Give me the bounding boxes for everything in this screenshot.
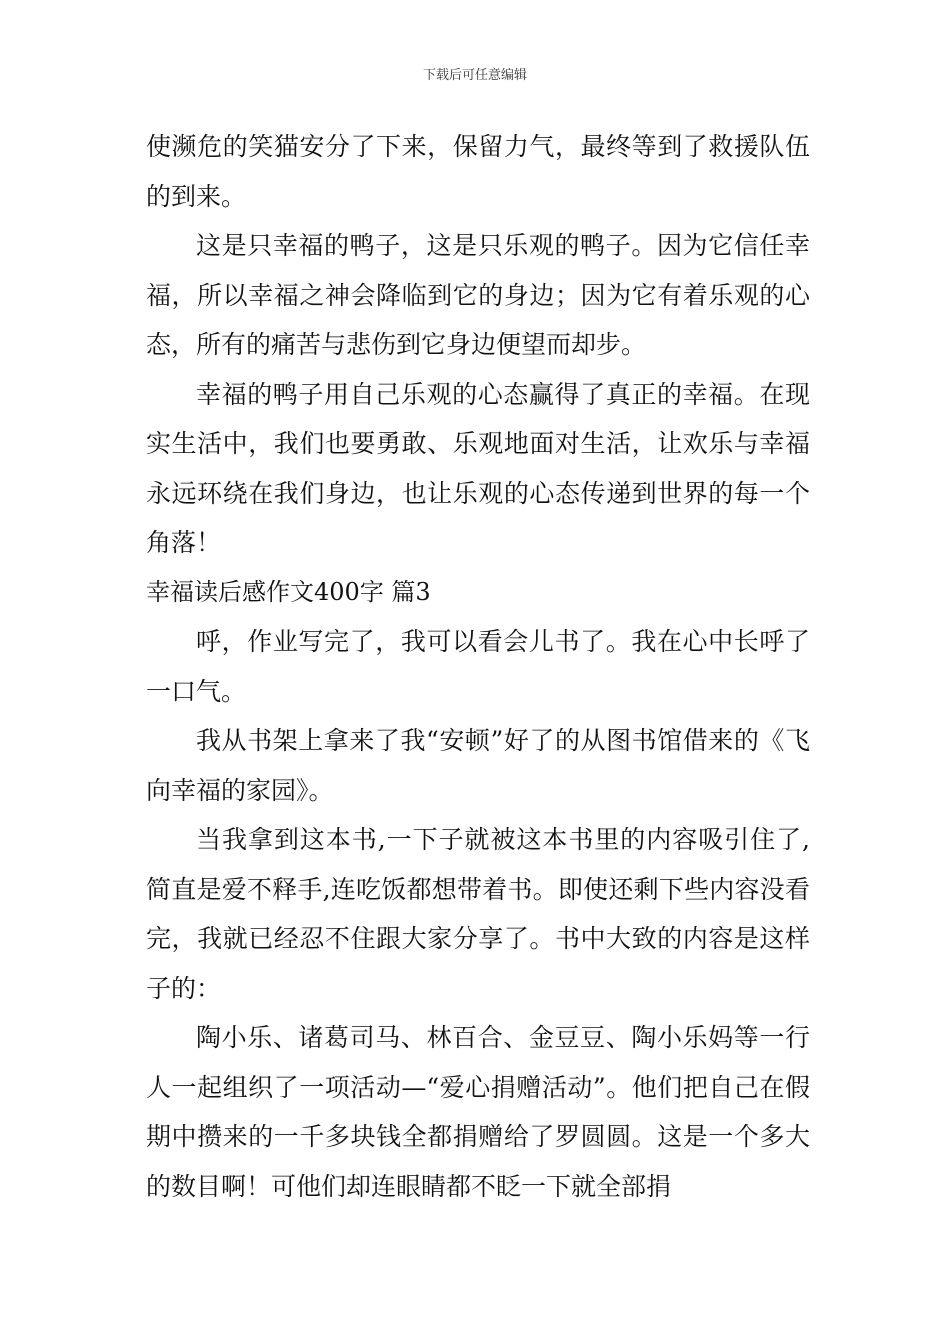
paragraph: 呼，作业写完了，我可以看会儿书了。我在心中长呼了一口气。: [146, 627, 810, 706]
paragraph: 当我拿到这本书,一下子就被这本书里的内容吸引住了,简直是爱不释手,连吃饭都想带着书。即使还剩下些内容没看完，我就已经忍不住跟大家分享了。书中大致的内容是这样子的：: [146, 825, 810, 1003]
document-body: [146, 122, 810, 1211]
paragraph: 陶小乐、诸葛司马、林百合、金豆豆、陶小乐妈等一行人一起组织了一项活动—“爱心捐赠活动”。他们把自己在假期中攒来的一千多块钱全都捐赠给了罗圆圆。这是一个多大的数目啊！可他们却连眼睛都不眨一下就全部捐: [146, 1023, 810, 1201]
paragraph: 这是只幸福的鸭子，这是只乐观的鸭子。因为它信任幸福，所以幸福之神会降临到它的身边；因为它有着乐观的心态，所有的痛苦与悲伤到它身边便望而却步。: [146, 231, 810, 359]
paragraph: 幸福的鸭子用自己乐观的心态赢得了真正的幸福。在现实生活中，我们也要勇敢、乐观地面对生活，让欢乐与幸福永远环绕在我们身边，也让乐观的心态传递到世界的每一个角落！: [146, 379, 810, 557]
paragraph: 使濒危的笑猫安分了下来，保留力气，最终等到了救援队伍的到来。: [146, 132, 810, 211]
paragraph: 我从书架上拿来了我“安顿”好了的从图书馆借来的《飞向幸福的家园》。: [146, 726, 810, 805]
page-header: 下载后可任意编辑: [422, 68, 527, 83]
section-heading: 幸福读后感作文400字 篇3: [146, 577, 431, 606]
